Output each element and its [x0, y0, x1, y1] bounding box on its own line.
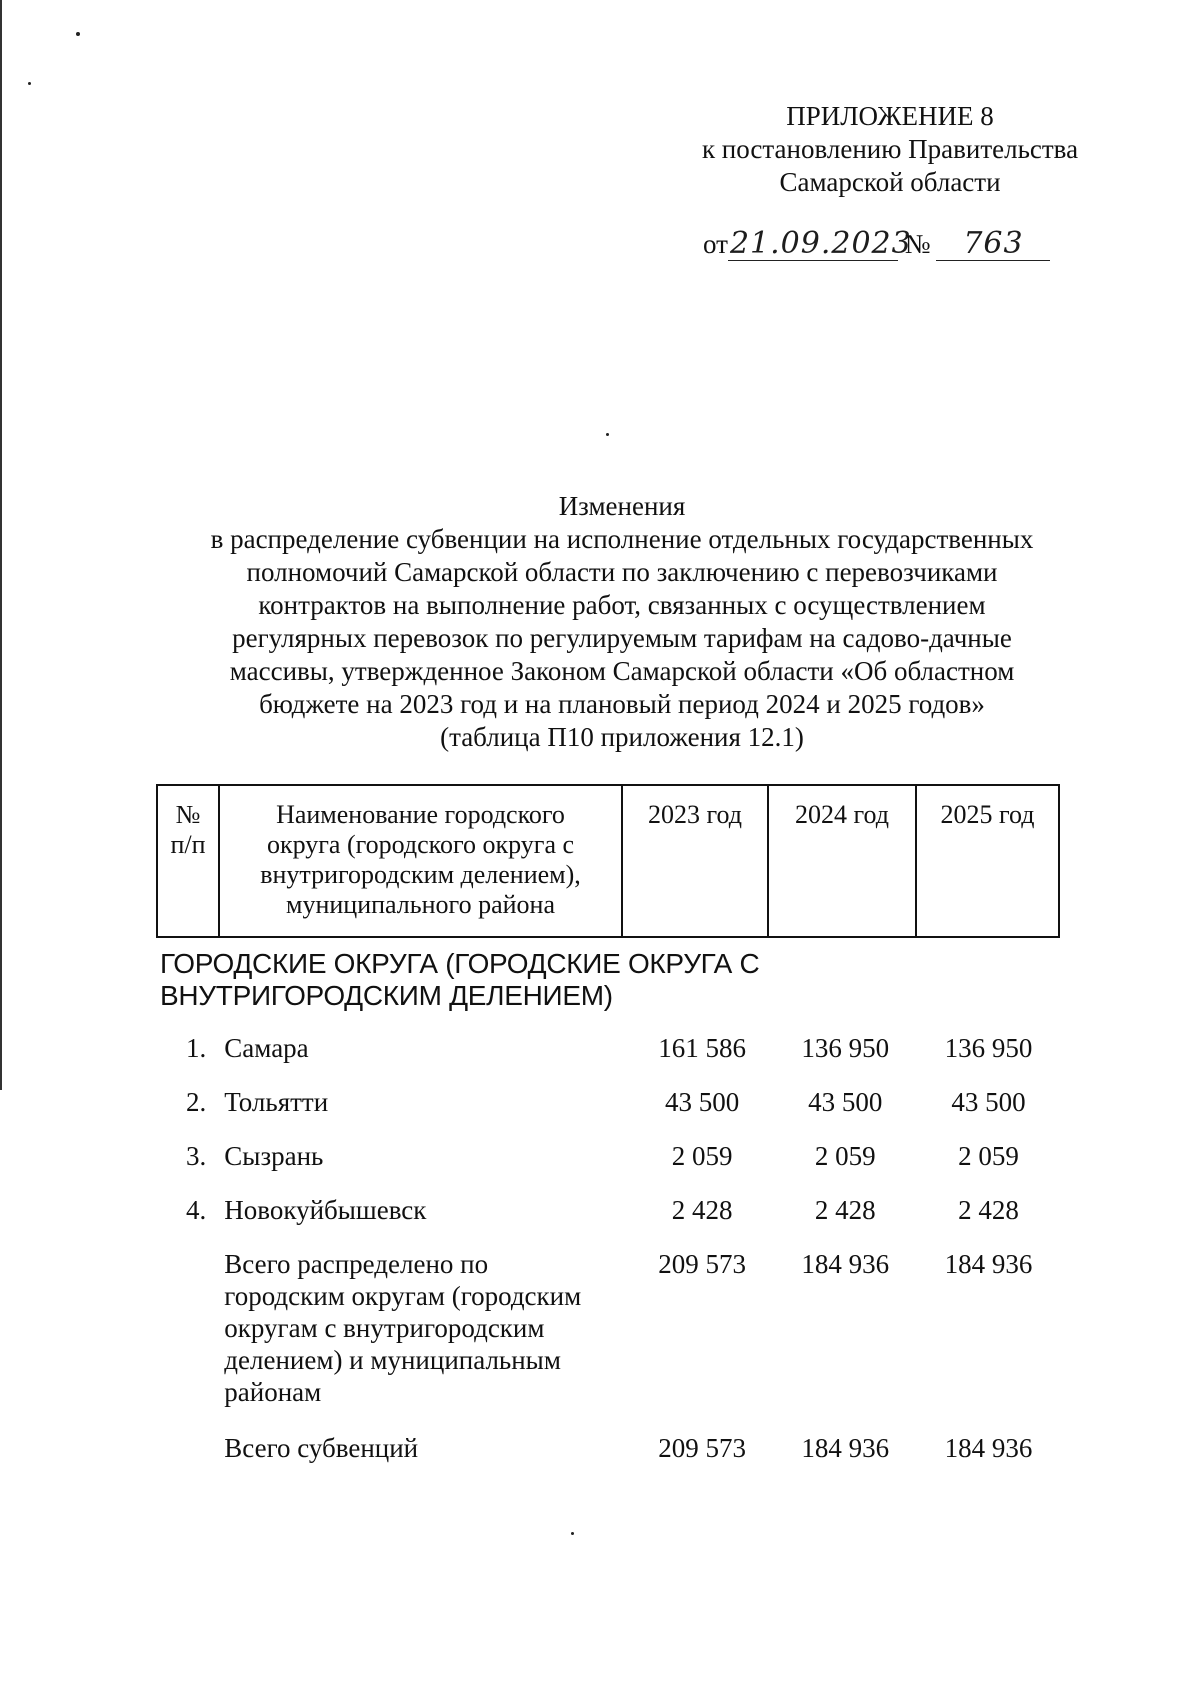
table-body: [156, 1032, 1060, 1486]
grand-total-2023: 209 573: [658, 1433, 746, 1463]
header-cell-2024: 2024 год: [769, 786, 917, 936]
value-2025: 2 059: [958, 1141, 1019, 1171]
header-cell-2025: 2025 год: [940, 800, 1035, 829]
header-cell-name: [220, 786, 623, 936]
total-label-line: округам с внутригородским: [224, 1313, 545, 1343]
header-cell-number: [158, 786, 220, 936]
title-line: регулярных перевозок по регулируемым тарифам на садово-дачные: [232, 623, 1012, 653]
table-row: [156, 1140, 1060, 1194]
handwritten-date: 21.09.2023: [729, 226, 912, 261]
value-2024: 43 500: [808, 1087, 883, 1117]
row-number: 3.: [186, 1141, 207, 1171]
total-value-2024: 184 936: [801, 1249, 890, 1279]
row-number: 4.: [186, 1195, 207, 1225]
header-name-line: округа (городского округа с: [266, 830, 575, 859]
value-2023: 161 586: [658, 1033, 746, 1063]
title-line: полномочий Самарской области по заключению с перевозчиками: [246, 557, 998, 587]
grand-total-2025: 184 936: [944, 1433, 1033, 1463]
title-line: массивы, утвержденное Законом Самарской области «Об областном: [229, 656, 1015, 686]
appendix-block: [660, 100, 1120, 199]
total-label-line: Всего распределено по: [224, 1249, 489, 1279]
decree-date-number: [703, 228, 1050, 261]
grand-total-2024: 184 936: [801, 1433, 890, 1463]
total-label-line: районам: [224, 1377, 322, 1407]
value-2024: 136 950: [801, 1033, 890, 1063]
value-2023: 2 059: [671, 1141, 733, 1171]
scan-left-edge: [0, 0, 2, 1090]
row-name: Сызрань: [224, 1141, 324, 1171]
total-label-line: городским округам (городским: [224, 1281, 582, 1311]
table-row: [156, 1086, 1060, 1140]
header-cell-2023: 2023 год: [623, 786, 769, 936]
value-2024: 2 059: [814, 1141, 876, 1171]
row-number-empty: [156, 1248, 214, 1432]
table-row: [156, 1194, 1060, 1248]
scan-speck: [571, 1532, 574, 1535]
document-title: [150, 490, 1094, 754]
row-name: Новокуйбышевск: [224, 1195, 427, 1225]
appendix-region: Самарской области: [779, 167, 1001, 197]
total-label-line: делением) и муниципальным: [224, 1345, 561, 1375]
total-value-2023: 209 573: [658, 1249, 746, 1279]
row-name: Самара: [224, 1033, 309, 1063]
section-line: ГОРОДСКИЕ ОКРУГА (ГОРОДСКИЕ ОКРУГА С: [160, 948, 760, 979]
table-header: [156, 784, 1060, 938]
title-line: (таблица П10 приложения 12.1): [440, 722, 804, 752]
scan-speck: [606, 433, 609, 436]
value-2023: 43 500: [665, 1087, 740, 1117]
value-2024: 2 428: [814, 1195, 876, 1225]
title-line: Изменения: [558, 491, 686, 521]
title-line: в распределение субвенции на исполнение отдельных государственных: [210, 524, 1034, 554]
grand-total-label: Всего субвенций: [224, 1433, 419, 1463]
header-name-line: муниципального района: [286, 890, 555, 919]
row-number-empty: [156, 1432, 214, 1486]
appendix-subtitle: к постановлению Правительства: [701, 134, 1079, 164]
header-number-sign: №: [175, 800, 201, 829]
total-value-2025: 184 936: [944, 1249, 1033, 1279]
header-name-line: Наименование городского: [276, 800, 565, 829]
distributed-total-row: [156, 1248, 1060, 1432]
value-2025: 136 950: [944, 1033, 1033, 1063]
section-heading: [160, 948, 860, 1012]
appendix-title: ПРИЛОЖЕНИЕ 8: [786, 101, 994, 131]
value-2025: 43 500: [951, 1087, 1026, 1117]
row-name: Тольятти: [224, 1087, 329, 1117]
value-2025: 2 428: [958, 1195, 1019, 1225]
section-line: ВНУТРИГОРОДСКИМ ДЕЛЕНИЕМ): [160, 980, 613, 1011]
scan-speck: [28, 82, 31, 85]
handwritten-number: 763: [936, 228, 1050, 261]
number-sign: №: [904, 229, 931, 259]
value-2023: 2 428: [671, 1195, 733, 1225]
scan-speck: [76, 32, 80, 36]
row-number: 2.: [186, 1087, 207, 1117]
header-number-abbr: п/п: [170, 830, 206, 859]
title-line: контрактов на выполнение работ, связанных с осуществлением: [258, 590, 986, 620]
date-prefix: от: [703, 229, 728, 259]
header-name-line: внутригородским делением),: [260, 860, 581, 889]
title-line: бюджете на 2023 год и на плановый период 2024 и 2025 годов»: [259, 689, 985, 719]
grand-total-row: [156, 1432, 1060, 1486]
row-number: 1.: [186, 1033, 207, 1063]
table-row: [156, 1032, 1060, 1086]
distributed-total-label: [214, 1248, 630, 1432]
